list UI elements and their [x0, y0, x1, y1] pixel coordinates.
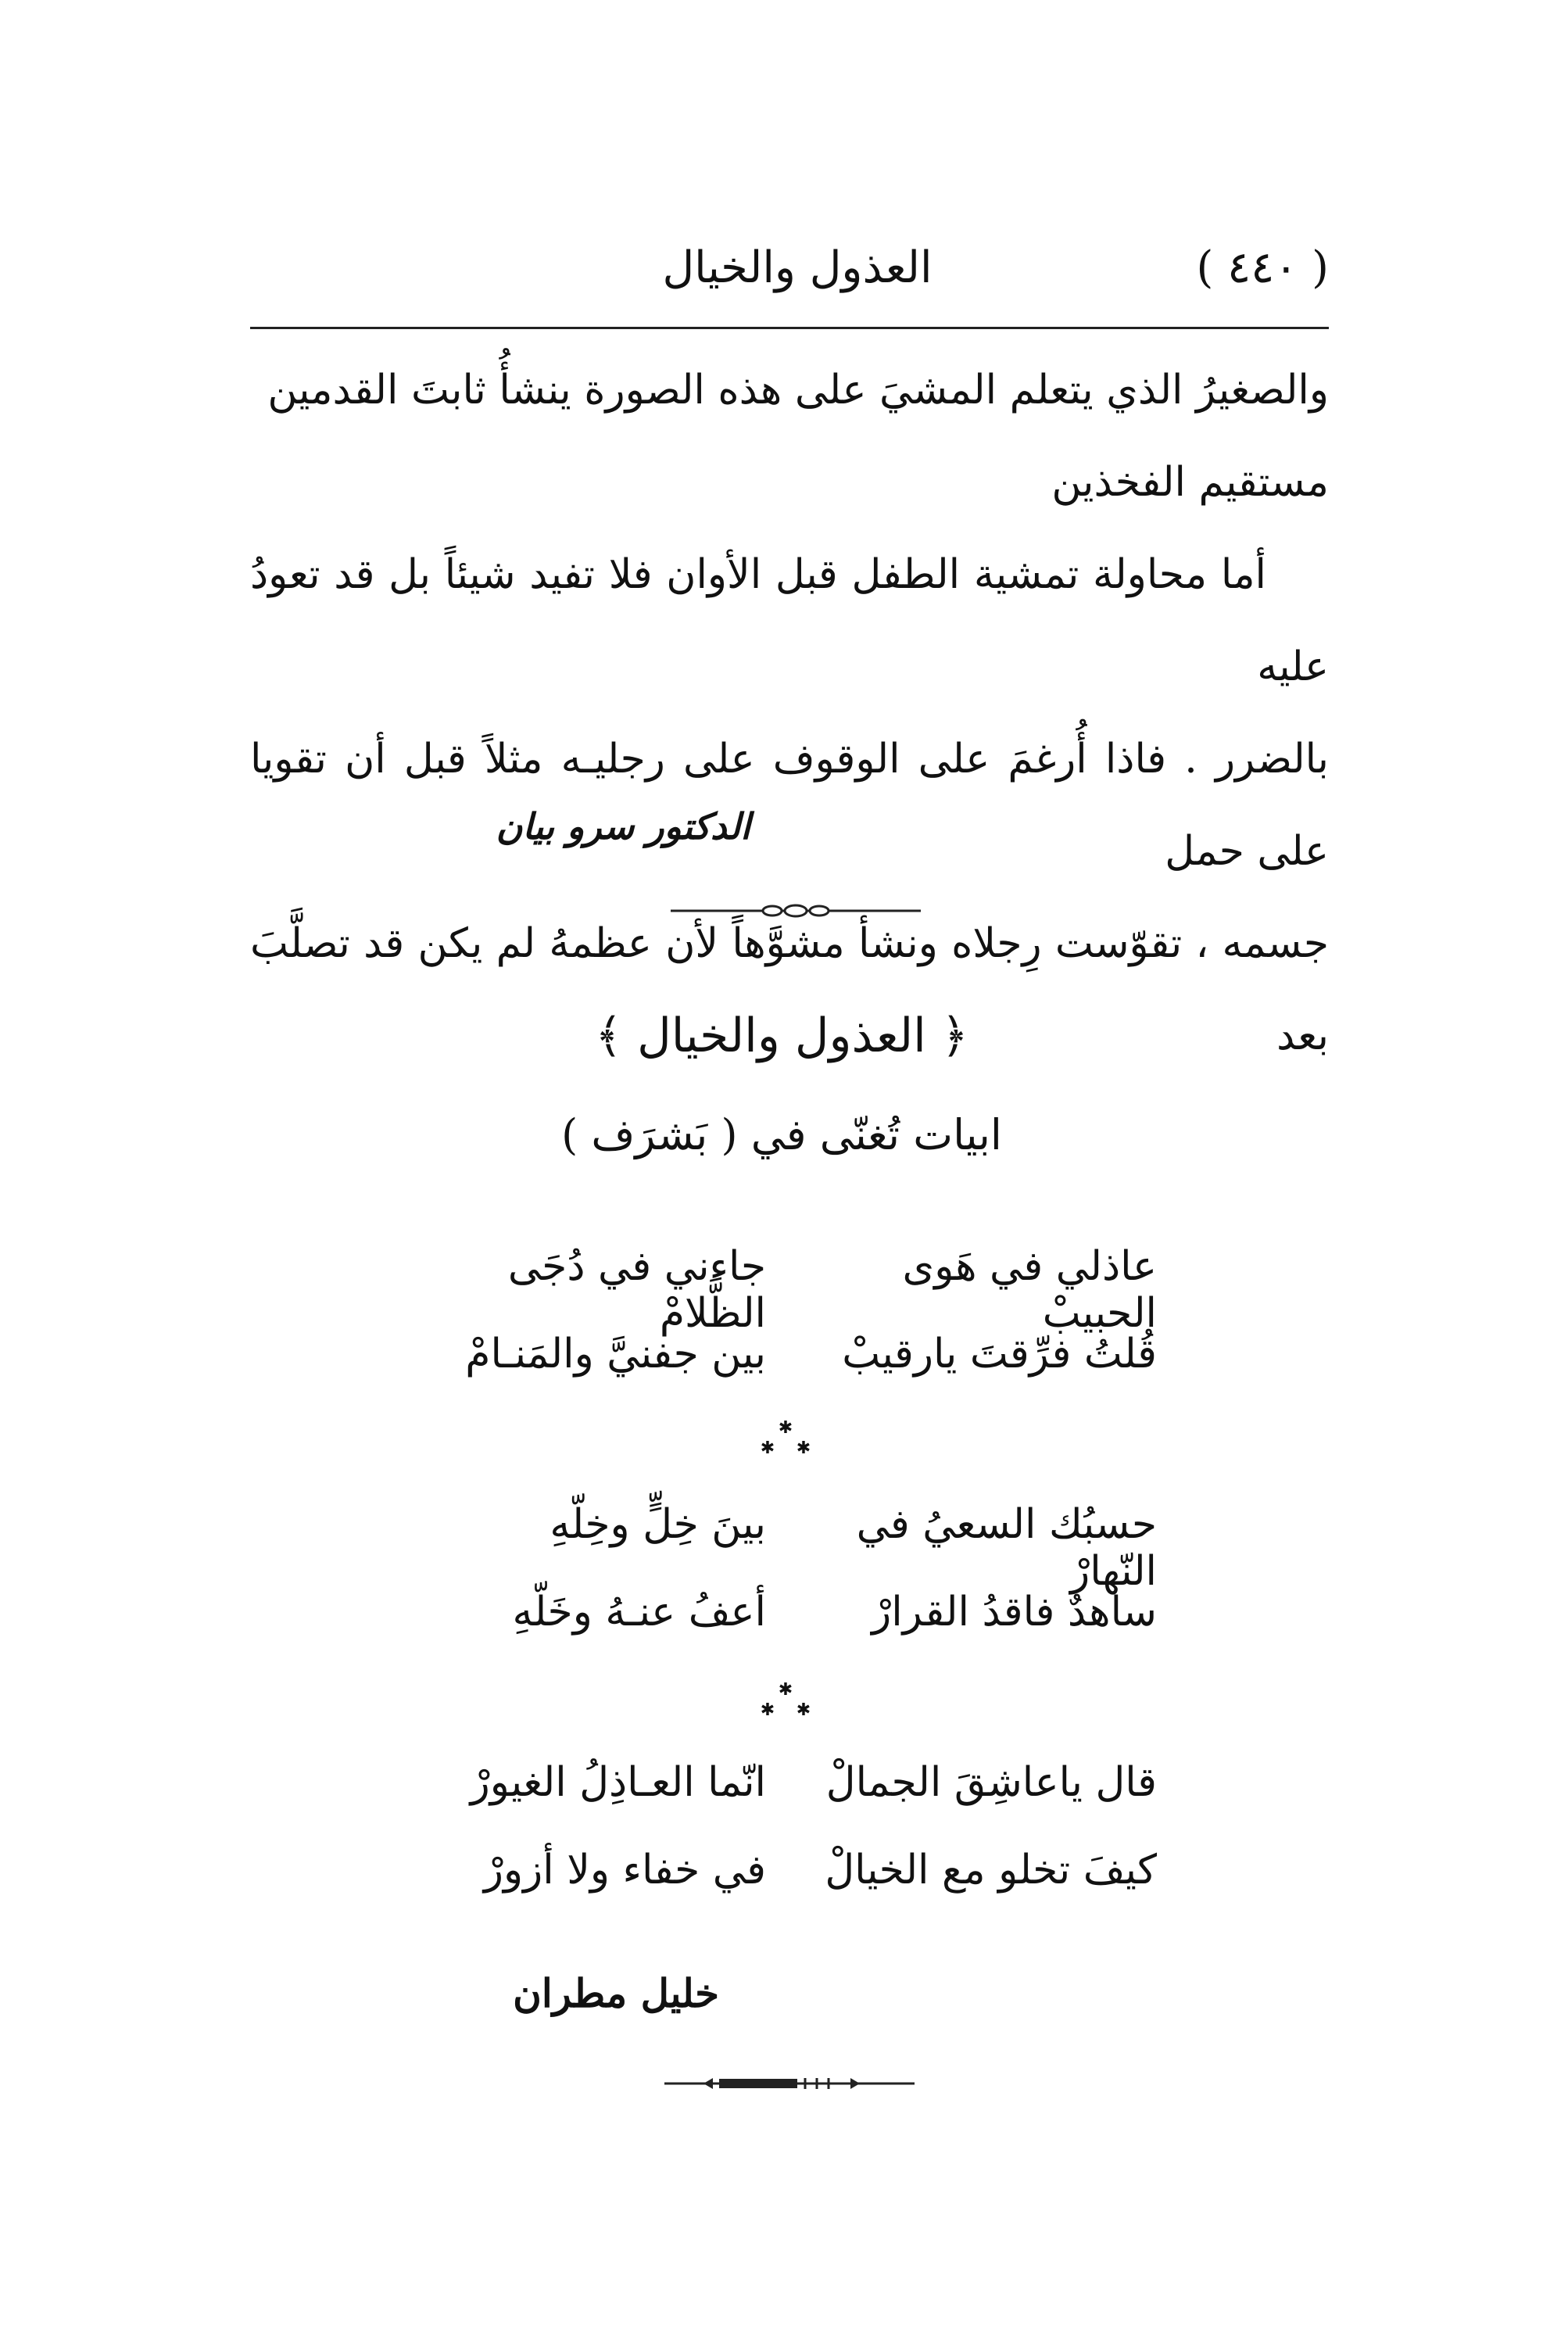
svg-text:✱: ✱ [796, 1439, 811, 1458]
running-header [250, 235, 1329, 328]
prose-line: جسمه ، تقوّست رِجلاه ونشأ مشوَّهاً لأن عظمهُ لم يكن قد تصلَّبَ بعد [250, 920, 1329, 1059]
stars-separator-icon [750, 1419, 821, 1458]
verse-first-hemistich: عاذلي في هَوى الحبيبْ [902, 1243, 1157, 1337]
verse-second-hemistich: انّما العـاذِلُ الغيورْ [470, 1759, 766, 1806]
verse-first-hemistich: قال ياعاشِقَ الجمالْ [825, 1759, 1157, 1806]
verse-second-hemistich: بين جفنيَّ والمَنـامْ [465, 1331, 766, 1378]
prose-line: بالضرر . فاذا أُرغمَ على الوقوف على رجليـه مثلاً قبل أن تقويا على حمل [250, 736, 1329, 875]
verse-second-hemistich: جاءني في دُجَى الظَّلامْ [507, 1243, 766, 1337]
poem-verse [406, 1243, 1157, 1337]
poem-verse [406, 1501, 1157, 1595]
divider-ornament-icon [671, 899, 921, 923]
svg-text:✱: ✱ [778, 1681, 793, 1700]
svg-text:✱: ✱ [778, 1419, 793, 1438]
svg-text:✱: ✱ [760, 1439, 775, 1458]
running-title: العذول والخيال [662, 242, 933, 293]
svg-text:✱: ✱ [760, 1700, 775, 1720]
poem-stanza [406, 1759, 1157, 1934]
header-rule [250, 327, 1329, 329]
article-signature: الدكتور سرو بيان [496, 805, 750, 847]
verse-first-hemistich: كيفَ تخلو مع الخيالْ [825, 1847, 1157, 1894]
prose-section [250, 344, 1329, 1082]
prose-line: مستقيم الفخذين [1051, 459, 1329, 506]
verse-second-hemistich: بينَ خِلٍّ وخِلّهِ [550, 1501, 766, 1548]
poem-title: ﴿ العذول والخيال ﴾ [594, 1009, 969, 1063]
ornamental-divider [664, 2072, 915, 2095]
poem-subtitle: ابيات تُغنّى في ( بَشرَف ) [561, 1110, 1002, 1159]
verse-second-hemistich: أعفُ عنـهُ وخَلّهِ [512, 1589, 766, 1636]
poem-verse [406, 1847, 1157, 1934]
ornamental-divider [671, 899, 921, 923]
verse-first-hemistich: قُلتُ فرِّقتَ يارقيبْ [842, 1331, 1157, 1378]
prose-line: والصغيرُ الذي يتعلم المشيَ على هذه الصورة ينشأُ ثابتَ القدمين [267, 367, 1329, 414]
poem-stanza [406, 1243, 1157, 1418]
stars-separator-icon [750, 1681, 821, 1720]
poem-verse [406, 1331, 1157, 1418]
poem-signature: خليل مطران [513, 1970, 719, 2016]
poem-stanza [406, 1501, 1157, 1676]
verse-first-hemistich: حسبُك السعيُ في النّهارْ [856, 1501, 1157, 1595]
page-number: ( ٤٤٠ ) [1196, 242, 1329, 293]
poem-verse [406, 1759, 1157, 1847]
prose-line: أما محاولة تمشية الطفل قبل الأوان فلا تفيد شيئاً بل قد تعودُ عليه [250, 551, 1329, 690]
divider-ornament-icon [664, 2072, 915, 2095]
verse-second-hemistich: في خفاء ولا أزورْ [483, 1847, 766, 1894]
verse-first-hemistich: ساهدٌ فاقدُ القرارْ [872, 1589, 1157, 1636]
poem-verse [406, 1589, 1157, 1676]
svg-text:✱: ✱ [796, 1700, 811, 1720]
